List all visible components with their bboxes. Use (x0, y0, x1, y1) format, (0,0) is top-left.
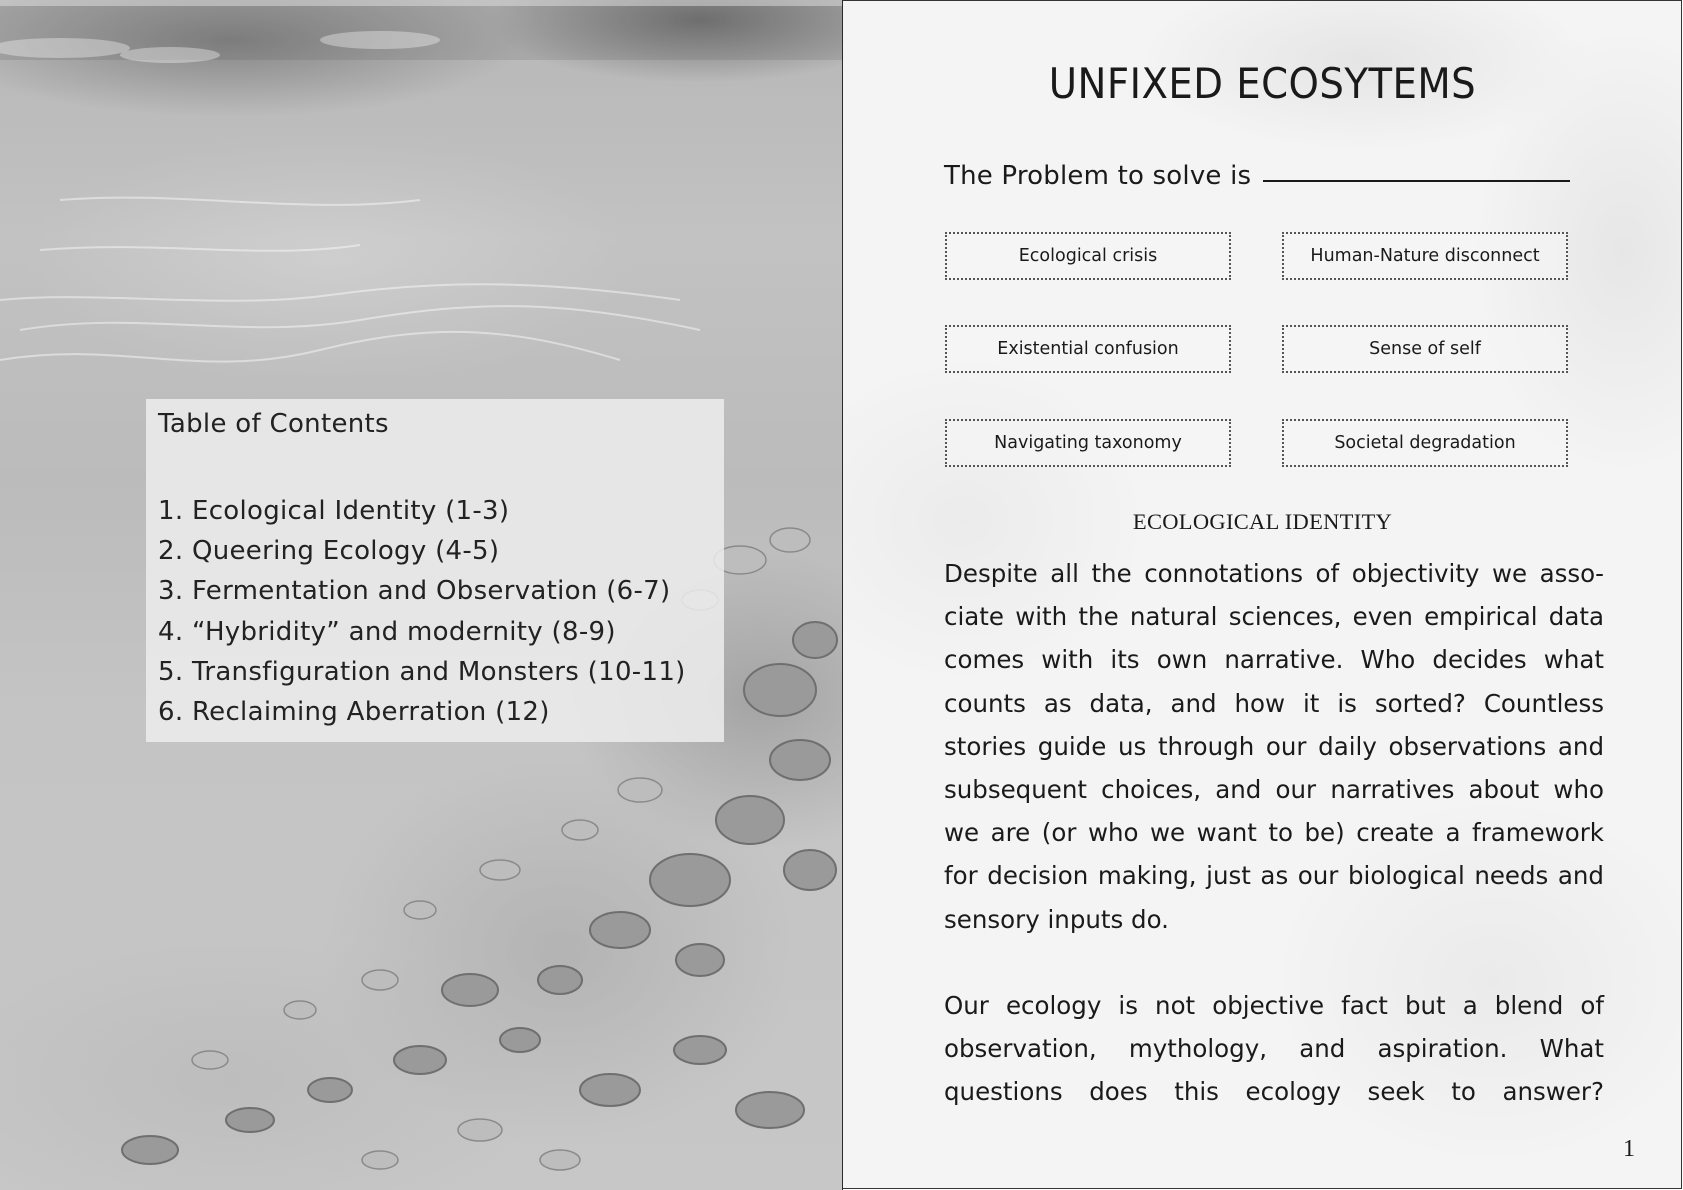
problem-prompt-label: The Problem to solve is (944, 161, 1252, 191)
toc-item[interactable]: 5. Transfiguration and Monsters (10-11) (158, 656, 686, 687)
option-ecological-crisis[interactable]: Ecological crisis (945, 232, 1231, 280)
problem-prompt (944, 161, 1570, 191)
toc-item[interactable]: 3. Fermentation and Observation (6-7) (158, 576, 671, 607)
problem-blank-line (1263, 180, 1570, 182)
option-sense-of-self[interactable]: Sense of self (1282, 325, 1568, 373)
right-page (843, 0, 1682, 1189)
option-existential-confusion[interactable]: Existential confusion (945, 325, 1231, 373)
page-title: UNFIXED ECOSYTEMS (1048, 59, 1477, 108)
body-paragraph: Our ecology is not objective fact but a blend of observation, mythology, and aspiration. What questions does this ecology seek to answer? (944, 991, 1604, 1107)
option-societal-degradation[interactable]: Societal degradation (1282, 419, 1568, 467)
option-human-nature-disconnect[interactable]: Human-Nature disconnect (1282, 232, 1568, 280)
section-heading: ECOLOGICAL IDENTITY (1132, 509, 1393, 534)
toc-item[interactable]: 2. Queering Ecology (4-5) (158, 536, 500, 567)
toc-list (158, 491, 686, 732)
table-of-contents (146, 399, 724, 742)
option-navigating-taxonomy[interactable]: Navigating taxonomy (945, 419, 1231, 467)
toc-item[interactable]: 4. “Hybridity” and modernity (8-9) (158, 616, 616, 647)
body-paragraph: Despite all the connotations of objectivity we associate with the natural sciences, even empirical data comes with its own narrative. Who decides what counts as data, and how it is sorted? Countless stories guide us through our daily observations and subsequent choices, and our narratives about who we are (or who we want to be) create a framework for decision making, just as our biological needs and sensory inputs do. (944, 559, 1604, 934)
toc-item[interactable]: 6. Reclaiming Aberration (12) (158, 697, 550, 728)
page-number: 1 (1623, 1136, 1635, 1162)
toc-title: Table of Contents (158, 409, 389, 439)
toc-item[interactable]: 1. Ecological Identity (1-3) (158, 496, 510, 526)
